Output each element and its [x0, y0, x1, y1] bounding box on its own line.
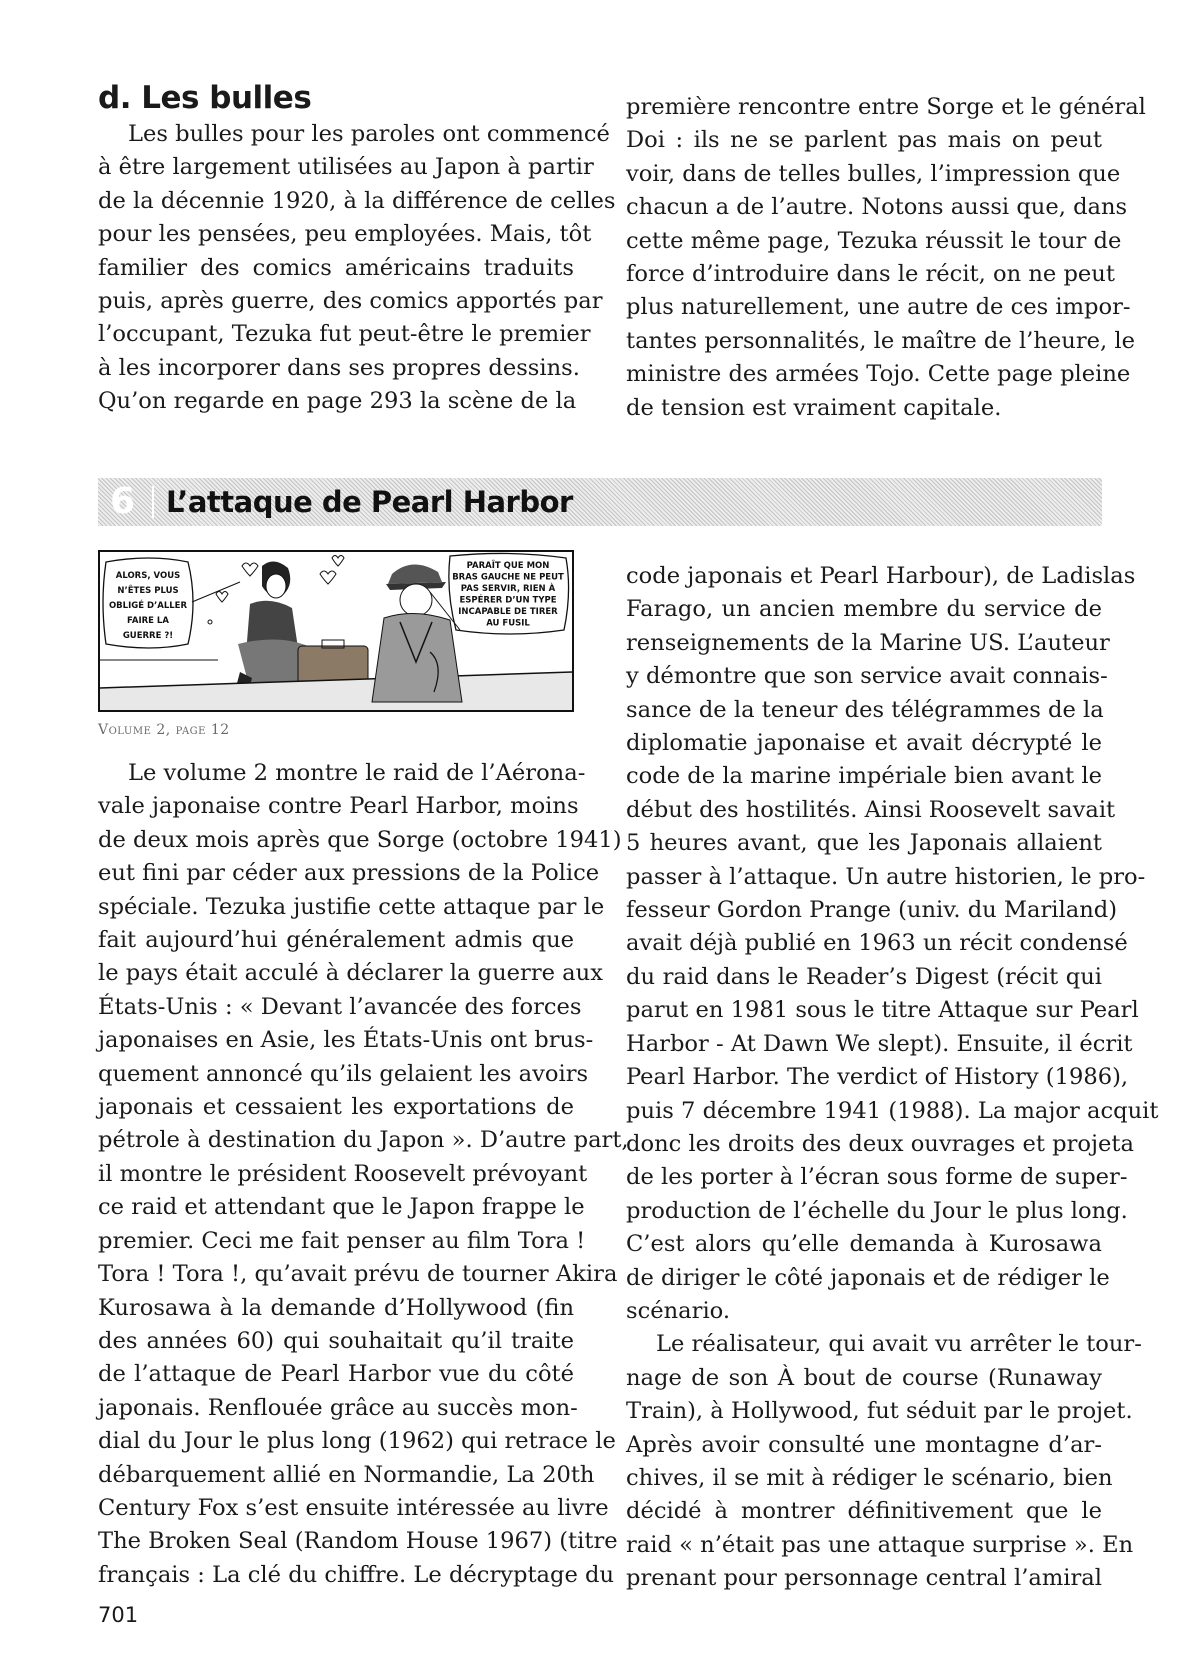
text-line: de l’attaque de Pearl Harbor vue du côté	[98, 1361, 574, 1388]
text-line: décidé à montrer définitivement que le	[626, 1498, 1102, 1525]
text-line: français : La clé du chiffre. Le décryptage du	[98, 1561, 615, 1588]
bubble-text-line: ESPÉRER D’UN TYPE	[459, 595, 557, 606]
text-line: à être largement utilisées au Japon à partir	[98, 154, 594, 181]
text-line: Harbor - At Dawn We slept). Ensuite, il écrit	[626, 1030, 1133, 1057]
text-line: début des hostilités. Ainsi Roosevelt savait	[626, 796, 1116, 823]
text-line: Kurosawa à la demande d’Hollywood (fin	[98, 1294, 574, 1321]
text-line: C’est alors qu’elle demanda à Kurosawa	[626, 1231, 1102, 1258]
bubble-text-line: GUERRE ?!	[122, 631, 174, 641]
text-line: sance de la teneur des télégrammes de la	[626, 696, 1104, 723]
text-line: vale japonaise contre Pearl Harbor, moins	[98, 793, 579, 820]
text-line: passer à l’attaque. Un autre historien, le pro-	[626, 863, 1146, 890]
bubble-text-line: OBLIGÉ D’ALLER	[108, 601, 188, 611]
text-line: Farago, un ancien membre du service de	[626, 596, 1102, 623]
text-line: nage de son À bout de course (Runaway	[626, 1364, 1102, 1391]
text-line: familier des comics américains traduits	[98, 254, 574, 281]
text-line: 5 heures avant, que les Japonais allaient	[626, 830, 1102, 857]
text-line: Train), à Hollywood, fut séduit par le projet.	[626, 1398, 1133, 1425]
text-line: cette même page, Tezuka réussit le tour de	[626, 227, 1122, 254]
bubble-text-line: AU FUSIL	[486, 618, 530, 629]
section-d-right-column	[626, 91, 1146, 425]
text-line: y démontre que son service avait connais-	[626, 663, 1108, 690]
text-line: production de l’échelle du Jour le plus long.	[626, 1197, 1128, 1224]
bubble-text-line: PAS SERVIR, RIEN À	[460, 584, 556, 594]
text-line: puis, après guerre, des comics apportés par	[98, 288, 603, 315]
text-line: ce raid et attendant que le Japon frappe le	[98, 1194, 585, 1221]
text-line: dial du Jour le plus long (1962) qui retrace le	[98, 1428, 616, 1455]
text-line: pétrole à destination du Japon ». D’autre part,	[98, 1127, 629, 1154]
text-line: fait aujourd’hui généralement admis que	[98, 927, 574, 954]
text-line: scénario.	[626, 1297, 731, 1324]
text-line: de la décennie 1920, à la différence de celles	[98, 187, 616, 214]
figure-caption: Volume 2, page 12	[98, 722, 230, 738]
text-line: Les bulles pour les paroles ont commencé	[128, 121, 610, 147]
text-line: de deux mois après que Sorge (octobre 1941)	[98, 826, 622, 853]
text-line: japonais et cessaient les exportations de	[98, 1094, 574, 1121]
chapter-title: L’attaque de Pearl Harbor	[166, 485, 573, 519]
text-line: tantes personnalités, le maître de l’heure, le	[626, 327, 1135, 354]
paragraph	[98, 118, 616, 419]
text-line: diplomatie japonaise et avait décrypté le	[626, 730, 1102, 757]
text-line: prenant pour personnage central l’amiral	[626, 1565, 1102, 1592]
text-line: premier. Ceci me fait penser au film Tora !	[98, 1227, 586, 1254]
text-line: Qu’on regarde en page 293 la scène de la	[98, 388, 577, 415]
text-line: fesseur Gordon Prange (univ. du Mariland)	[626, 897, 1118, 924]
banner-divider	[152, 486, 154, 518]
manga-illustration	[100, 552, 572, 710]
text-line: Le volume 2 montre le raid de l’Aérona-	[128, 760, 586, 786]
text-line: chacun a de l’autre. Notons aussi que, dans	[626, 194, 1128, 221]
bubble-text-line: PARAÎT QUE MON	[466, 561, 550, 571]
text-line: Tora ! Tora !, qu’avait prévu de tourner Akira	[98, 1261, 618, 1288]
text-line: à les incorporer dans ses propres dessins.	[98, 354, 580, 381]
text-line: eut fini par céder aux pressions de la Police	[98, 860, 600, 887]
section-heading: d. Les bulles	[98, 80, 312, 116]
text-line: donc les droits des deux ouvrages et projeta	[626, 1130, 1134, 1157]
main-right-column	[626, 560, 1159, 1596]
bubble-text-line: BRAS GAUCHE NE PEUT	[452, 572, 564, 583]
text-line: Doi : ils ne se parlent pas mais on peut	[626, 127, 1102, 154]
section-d-left-column	[98, 78, 616, 419]
paragraph	[626, 560, 1159, 1596]
text-line: chives, il se mit à rédiger le scénario, bien	[626, 1464, 1113, 1491]
text-line: du raid dans le Reader’s Digest (récit qui	[626, 963, 1102, 990]
text-line: code de la marine impériale bien avant le	[626, 763, 1102, 790]
text-line: japonaises en Asie, les États-Unis ont brus-	[98, 1027, 594, 1054]
text-line: plus naturellement, une autre de ces impor-	[626, 294, 1131, 321]
page-number: 701	[98, 1603, 139, 1627]
hat-drawing	[388, 564, 442, 584]
chapter-banner	[98, 478, 1102, 526]
bubble-text-line: INCAPABLE DE TIRER	[458, 607, 558, 617]
text-line: spéciale. Tezuka justifie cette attaque par le	[98, 893, 605, 920]
text-line: des années 60) qui souhaitait qu’il traite	[98, 1327, 574, 1354]
text-line: quement annoncé qu’ils gelaient les avoirs	[98, 1060, 589, 1087]
chapter-number: 6	[110, 481, 136, 522]
text-line: Le réalisateur, qui avait vu arrêter le tour-	[656, 1331, 1142, 1358]
paragraph	[626, 91, 1146, 425]
text-line: l’occupant, Tezuka fut peut-être le premier	[98, 321, 591, 348]
text-line: Century Fox s’est ensuite intéressée au livre	[98, 1494, 609, 1521]
text-line: de tension est vraiment capitale.	[626, 394, 1002, 421]
bubble-text-line: FAIRE LA	[127, 616, 169, 626]
text-line: ministre des armées Tojo. Cette page pleine	[626, 361, 1131, 388]
text-line: japonais. Renflouée grâce au succès mon-	[98, 1394, 578, 1421]
text-line: Pearl Harbor. The verdict of History (1986),	[626, 1064, 1129, 1091]
text-line: pour les pensées, peu employées. Mais, tôt	[98, 221, 592, 248]
bubble-text-line: ALORS, VOUS	[115, 571, 181, 581]
text-line: force d’introduire dans le récit, on ne peut	[626, 261, 1115, 288]
text-line: code japonais et Pearl Harbour), de Ladislas	[626, 563, 1136, 589]
text-line: Après avoir consulté une montagne d’ar-	[626, 1431, 1102, 1458]
bubble-text-line: N’ÊTES PLUS	[117, 586, 179, 596]
text-line: The Broken Seal (Random House 1967) (titre	[98, 1528, 618, 1555]
text-line: il montre le président Roosevelt prévoyant	[98, 1160, 588, 1187]
text-line: États-Unis : « Devant l’avancée des forces	[98, 993, 582, 1020]
text-line: avait déjà publié en 1963 un récit condensé	[626, 930, 1128, 957]
text-line: première rencontre entre Sorge et le général	[626, 94, 1146, 120]
manga-panel	[98, 550, 574, 712]
main-left-column	[98, 757, 629, 1592]
text-line: débarquement allié en Normandie, La 20th	[98, 1461, 595, 1488]
text-line: puis 7 décembre 1941 (1988). La major acquit	[626, 1097, 1159, 1124]
text-line: raid « n’était pas une attaque surprise ». En	[626, 1531, 1134, 1558]
text-line: parut en 1981 sous le titre Attaque sur Pearl	[626, 997, 1139, 1024]
text-line: de les porter à l’écran sous forme de super-	[626, 1164, 1128, 1191]
text-line: de diriger le côté japonais et de rédiger le	[626, 1264, 1110, 1291]
paragraph	[98, 757, 629, 1592]
text-line: le pays était acculé à déclarer la guerre aux	[98, 960, 603, 987]
text-line: renseignements de la Marine US. L’auteur	[626, 629, 1110, 656]
text-line: voir, dans de telles bulles, l’impression que	[626, 160, 1121, 187]
